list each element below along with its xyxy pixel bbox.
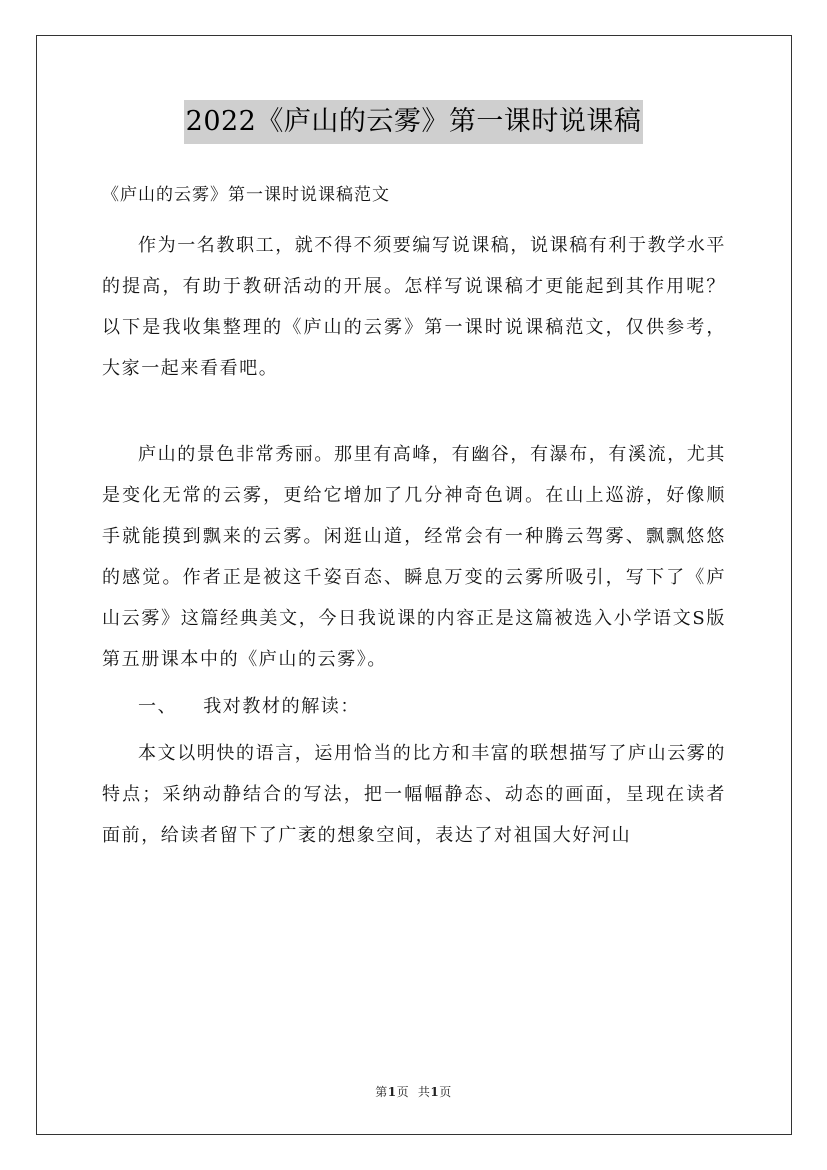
- section-heading: [102, 686, 726, 727]
- body-paragraph-1: 庐山的景色非常秀丽。那里有高峰，有幽谷，有瀑布，有溪流，尤其是变化无常的云雾，更给它增加了几分神奇色调。在山上巡游，好像顺手就能摸到飘来的云雾。闲逛山道，经常会有一种腾云驾雾、飘飘悠悠的感觉。作者正是被这千姿百态、瞬息万变的云雾所吸引，写下了《庐山云雾》这篇经典美文，今日我说课的内容正是这篇被选入小学语文S版第五册课本中的《庐山的云雾》。: [102, 444, 726, 670]
- page-number: 1: [387, 1085, 397, 1099]
- page-prefix: 第: [375, 1085, 388, 1099]
- total-prefix: 共: [417, 1085, 431, 1099]
- body-paragraph-2: 本文以明快的语言，运用恰当的比方和丰富的联想描写了庐山云雾的特点；采纳动静结合的写法，把一幅幅静态、动态的画面，呈现在读者面前，给读者留下了广袤的想象空间，表达了对祖国大好河山: [102, 743, 726, 846]
- total-pages: 1: [430, 1085, 440, 1099]
- page-suffix: 页: [396, 1085, 410, 1099]
- section-number: 一、: [138, 696, 178, 717]
- intro-paragraph: 作为一名教职工，就不得不须要编写说课稿，说课稿有利于教学水平的提高，有助于教研活动的开展。怎样写说课稿才更能起到其作用呢？以下是我收集整理的《庐山的云雾》第一课时说课稿范文，仅供参考，大家一起来看看吧。: [102, 235, 726, 379]
- page-footer: [0, 1083, 827, 1100]
- document-title: 2022《庐山的云雾》第一课时说课稿: [184, 100, 644, 144]
- section-heading-text: 我对教材的解读：: [203, 696, 361, 717]
- document-subtitle: 《庐山的云雾》第一课时说课稿范文: [102, 185, 390, 205]
- document-body: [102, 175, 726, 856]
- title-container: [0, 100, 827, 144]
- total-suffix: 页: [439, 1085, 452, 1099]
- paragraph-gap: [102, 389, 726, 434]
